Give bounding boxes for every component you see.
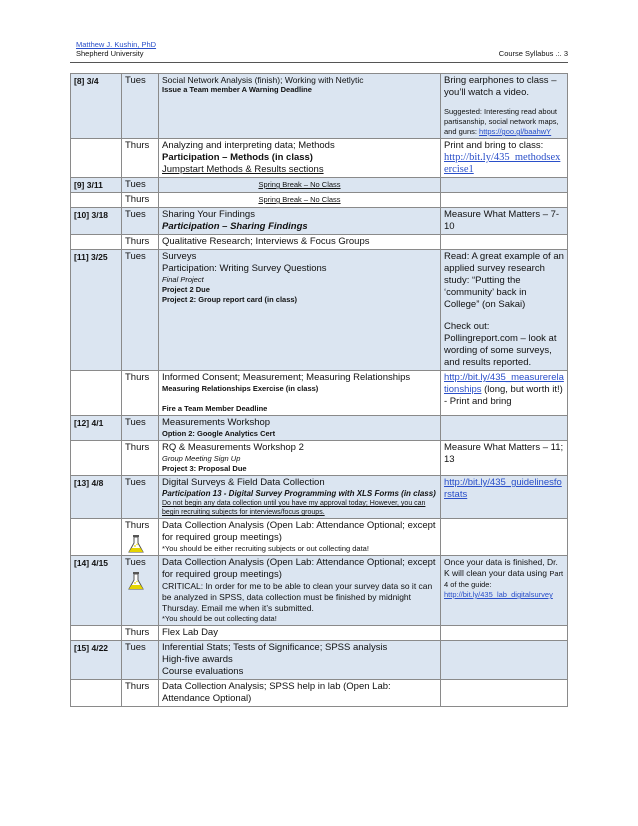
topic-text: Sharing Your Findings [162, 209, 255, 220]
table-row [71, 441, 568, 476]
table-row [71, 519, 568, 556]
note-cell [441, 193, 568, 208]
topic-text: Inferential Stats; Tests of Significance; SPSS analysis [162, 642, 388, 653]
note-link[interactable]: https://goo.gl/baahwY [479, 127, 552, 136]
week-cell [71, 680, 122, 707]
note-cell [441, 441, 568, 476]
topic-participation: Participation – Sharing Findings [162, 221, 308, 232]
topic-deadline: Issue a Team member A Warning Deadline [162, 85, 312, 94]
flask-icon [127, 534, 145, 554]
day-cell: Thurs [122, 139, 159, 178]
week-cell [71, 235, 122, 250]
table-row [71, 626, 568, 641]
note-text: (long, but worth it!) [484, 384, 563, 395]
topic-note: *You should be out collecting data! [162, 614, 277, 623]
note-cell [441, 74, 568, 139]
day-cell: Tues [122, 74, 159, 139]
week-cell: [9] 3/11 [71, 178, 122, 193]
topic-text: Data Collection Analysis (Open Lab: Attendance Optional; except for required group meetings) [162, 557, 436, 580]
topic-text: Digital Surveys & Field Data Collection [162, 477, 325, 488]
topic-cell [159, 680, 441, 707]
topic-cell [159, 476, 441, 519]
day-cell: Thurs [122, 626, 159, 641]
day-cell: Thurs [122, 371, 159, 416]
topic-option: Option 2: Google Analytics Cert [162, 429, 276, 438]
topic-text: Informed Consent; Measurement; Measuring Relationships [162, 372, 411, 383]
week-cell: [10] 3/18 [71, 208, 122, 235]
table-row [71, 250, 568, 371]
day-cell: Tues [122, 476, 159, 519]
week-cell: [11] 3/25 [71, 250, 122, 371]
week-cell [71, 371, 122, 416]
week-cell [71, 626, 122, 641]
day-cell: Thurs [122, 680, 159, 707]
week-cell: [14] 4/15 [71, 556, 122, 626]
topic-report-card: Project 2: Group report card (in class) [162, 295, 298, 304]
topic-text: Analyzing and interpreting data; Methods [162, 140, 335, 151]
day-cell: Thurs [122, 193, 159, 208]
note-text: Measure What Matters – 11; 13 [444, 442, 564, 465]
topic-cell [159, 250, 441, 371]
flask-icon [127, 571, 145, 591]
note-cell [441, 626, 568, 641]
note-text-2: - Print and bring [444, 396, 512, 407]
note-link[interactable]: http://bit.ly/435_measurerelationships [444, 372, 564, 395]
note-text: Print and bring to class: [444, 140, 544, 151]
topic-text: Flex Lab Day [162, 627, 218, 638]
note-cell [441, 139, 568, 178]
note-cell [441, 641, 568, 680]
week-cell [71, 139, 122, 178]
table-row [71, 556, 568, 626]
topic-deadline: Fire a Team Member Deadline [162, 404, 268, 413]
topic-signup: Group Meeting Sign Up [162, 454, 241, 463]
topic-extra: Jumpstart Methods & Results sections [162, 164, 324, 175]
header-divider [70, 62, 568, 63]
page-label: Course Syllabus .:. 3 [498, 49, 568, 58]
table-row [71, 641, 568, 680]
note-text: Measure What Matters – 7-10 [444, 209, 560, 232]
topic-final-project: Final Project [162, 275, 204, 284]
table-row [71, 235, 568, 250]
topic-text: Measurements Workshop [162, 417, 271, 428]
topic-cell [159, 441, 441, 476]
topic-warning: Do not begin any data collection until you have my approval today; However, you can begin recruiting subjects for interviews/focus groups. [162, 500, 426, 516]
topic-participation: Participation: Writing Survey Questions [162, 263, 327, 274]
topic-cell [159, 416, 441, 441]
table-row [71, 371, 568, 416]
note-text-2: Check out: Pollingreport.com – look at wording of some surveys, and results reported. [444, 321, 557, 368]
week-cell [71, 519, 122, 556]
topic-critical: CRITICAL: In order for me to be able to clean your survey data so it can be analyzed in SPSS, data collection must be finished by midnight Thursday. Email me when it’s submitted. [162, 581, 433, 613]
topic-participation: Participation – Methods (in class) [162, 152, 313, 163]
topic-cell [159, 519, 441, 556]
week-cell [71, 193, 122, 208]
note-cell [441, 371, 568, 416]
day-cell: Thurs [122, 235, 159, 250]
day-cell: Tues [122, 178, 159, 193]
note-link[interactable]: http://bit.ly/435_methodsexercise1 [444, 152, 561, 175]
topic-due: Project 2 Due [162, 285, 210, 294]
topic-text: Data Collection Analysis; SPSS help in lab (Open Lab: Attendance Optional) [162, 681, 391, 704]
topic-exercise: Measuring Relationships Exercise (in class) [162, 384, 319, 393]
week-cell: [15] 4/22 [71, 641, 122, 680]
topic-text: Social Network Analysis (finish); Working with Netlytic [162, 75, 364, 85]
day-cell: Thurs [122, 441, 159, 476]
spring-break-text: Spring Break – No Class [258, 195, 341, 204]
note-link[interactable]: http://bit.ly/435_lab_digitalsurvey [444, 590, 553, 599]
topic-cell [159, 139, 441, 178]
day-cell: Tues [122, 208, 159, 235]
topic-cell [159, 208, 441, 235]
topic-cell [159, 556, 441, 626]
topic-cell [159, 74, 441, 139]
topic-cell [159, 193, 441, 208]
topic-text: Surveys [162, 251, 197, 262]
note-cell [441, 208, 568, 235]
topic-cell [159, 178, 441, 193]
table-row [71, 476, 568, 519]
table-row [71, 416, 568, 441]
day-cell: Tues [122, 556, 159, 626]
university-name: Shepherd University [76, 49, 144, 58]
topic-participation: Participation 13 - Digital Survey Programming with XLS Forms (in class) [162, 489, 436, 498]
topic-cell [159, 235, 441, 250]
topic-awards: High-five awards [162, 654, 233, 665]
author-name[interactable]: Matthew J. Kushin, PhD [76, 40, 157, 49]
note-cell [441, 680, 568, 707]
note-cell [441, 519, 568, 556]
note-text: Once your data is finished, Dr. K will clean your data using Part 4 of the guide: [444, 557, 564, 589]
topic-text: RQ & Measurements Workshop 2 [162, 442, 304, 453]
note-link[interactable]: http://bit.ly/435_guidelinesforstats [444, 477, 562, 500]
week-cell: [13] 4/8 [71, 476, 122, 519]
topic-note: *You should be either recruiting subjects or out collecting data! [162, 544, 369, 553]
note-small: Suggested: Interesting read about partisanship, social network maps, and guns: https://goo.gl/baahwY [444, 107, 559, 136]
day-cell: Tues [122, 250, 159, 371]
note-cell [441, 416, 568, 441]
day-cell: Thurs [122, 519, 159, 556]
spring-break-text: Spring Break – No Class [258, 180, 341, 189]
week-cell: [12] 4/1 [71, 416, 122, 441]
week-cell [71, 441, 122, 476]
topic-text: Data Collection Analysis (Open Lab: Attendance Optional; except for required group meetings) [162, 520, 436, 543]
topic-evaluations: Course evaluations [162, 666, 244, 677]
table-row [71, 680, 568, 707]
note-text: Bring earphones to class – you’ll watch a video. [444, 75, 557, 98]
note-cell [441, 235, 568, 250]
week-cell: [8] 3/4 [71, 74, 122, 139]
table-row [71, 208, 568, 235]
note-cell [441, 178, 568, 193]
note-cell [441, 476, 568, 519]
schedule-table [70, 73, 568, 707]
note-cell [441, 556, 568, 626]
day-cell: Tues [122, 641, 159, 680]
topic-cell [159, 626, 441, 641]
note-text: Read: A great example of an applied survey research study: “Putting the ‘community’ back in College” (on Sakai) [444, 251, 564, 310]
topic-text: Qualitative Research; Interviews & Focus Groups [162, 236, 370, 247]
table-row [71, 139, 568, 178]
topic-cell [159, 371, 441, 416]
note-cell [441, 250, 568, 371]
day-cell: Tues [122, 416, 159, 441]
table-row [71, 193, 568, 208]
topic-due: Project 3: Proposal Due [162, 464, 247, 473]
table-row [71, 178, 568, 193]
table-row [71, 74, 568, 139]
topic-cell [159, 641, 441, 680]
